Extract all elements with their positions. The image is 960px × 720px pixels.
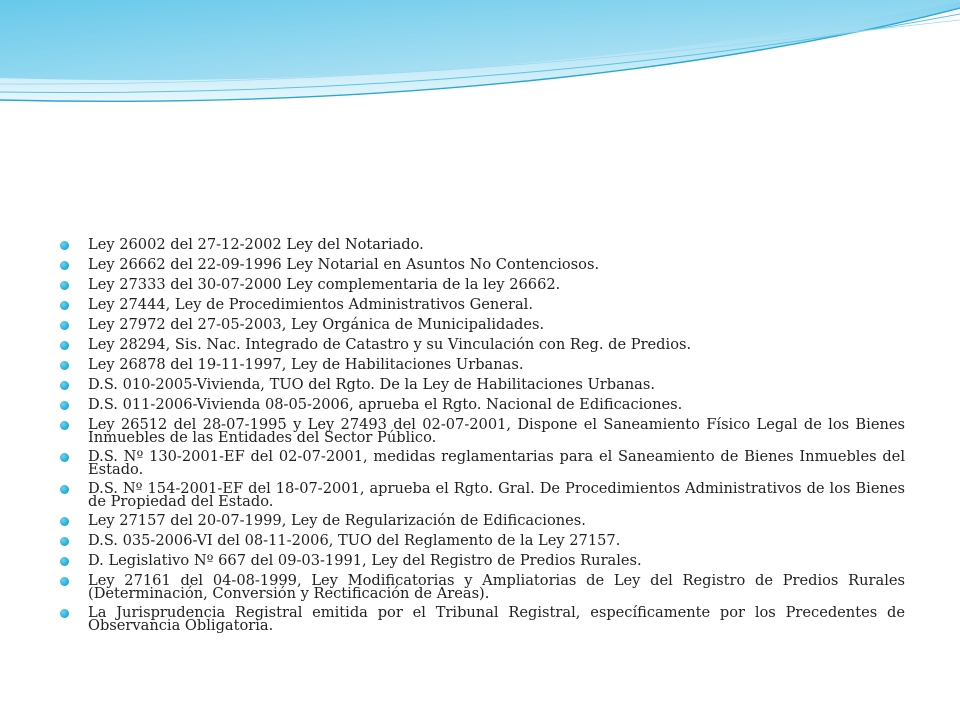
list-item	[60, 278, 905, 292]
list-item	[60, 418, 905, 444]
list-item	[60, 358, 905, 372]
list-item-text: D.S. 035-2006-VI del 08-11-2006, TUO del Reglamento de la Ley 27157.	[88, 532, 621, 549]
list-item-text: D. Legislativo Nº 667 del 09-03-1991, Ley del Registro de Predios Rurales.	[88, 552, 642, 569]
list-item-text: Ley 26002 del 27-12-2002 Ley del Notariado.	[88, 236, 424, 253]
list-item	[60, 606, 905, 632]
list-item	[60, 482, 905, 508]
list-item	[60, 514, 905, 528]
bullet-icon	[60, 537, 69, 546]
list-item-text: La Jurisprudencia Registral emitida por el Tribunal Registral, específicamente por los Precedentes de Observancia Obligatoria.	[88, 604, 905, 634]
list-item	[60, 398, 905, 412]
bullet-icon	[60, 421, 69, 430]
bullet-icon	[60, 381, 69, 390]
bullet-icon	[60, 577, 69, 586]
list-item-text: Ley 27444, Ley de Procedimientos Administrativos General.	[88, 296, 533, 313]
header-wave-decoration	[0, 0, 960, 110]
list-item	[60, 298, 905, 312]
list-item	[60, 554, 905, 568]
list-item-text: Ley 28294, Sis. Nac. Integrado de Catastro y su Vinculación con Reg. de Predios.	[88, 336, 692, 353]
list-item	[60, 534, 905, 548]
content-area	[60, 238, 905, 638]
list-item-text: Ley 26512 del 28-07-1995 y Ley 27493 del 02-07-2001, Dispone el Saneamiento Físico Legal de los Bienes Inmuebles de las Entidades del Sector Público.	[88, 416, 905, 446]
bullet-icon	[60, 401, 69, 410]
bullet-icon	[60, 281, 69, 290]
bullet-icon	[60, 453, 69, 462]
list-item-text: Ley 26662 del 22-09-1996 Ley Notarial en Asuntos No Contenciosos.	[88, 256, 600, 273]
list-item-text: D.S. 011-2006-Vivienda 08-05-2006, aprueba el Rgto. Nacional de Edificaciones.	[88, 396, 683, 413]
bullet-icon	[60, 485, 69, 494]
list-item-text: Ley 27333 del 30-07-2000 Ley complementaria de la ley 26662.	[88, 276, 561, 293]
list-item	[60, 378, 905, 392]
bullet-icon	[60, 301, 69, 310]
list-item	[60, 318, 905, 332]
bullet-icon	[60, 321, 69, 330]
bullet-icon	[60, 361, 69, 370]
bullet-icon	[60, 557, 69, 566]
list-item-text: D.S. 010-2005-Vivienda, TUO del Rgto. De la Ley de Habilitaciones Urbanas.	[88, 376, 655, 393]
list-item-text: Ley 27972 del 27-05-2003, Ley Orgánica de Municipalidades.	[88, 316, 545, 333]
bullet-icon	[60, 241, 69, 250]
bullet-icon	[60, 517, 69, 526]
bullet-icon	[60, 341, 69, 350]
legislation-list	[60, 238, 905, 632]
list-item	[60, 238, 905, 252]
list-item-text: Ley 27157 del 20-07-1999, Ley de Regularización de Edificaciones.	[88, 512, 586, 529]
list-item-text: D.S. Nº 130-2001-EF del 02-07-2001, medidas reglamentarias para el Saneamiento de Bienes Inmuebles del Estado.	[88, 448, 905, 478]
list-item	[60, 338, 905, 352]
bullet-icon	[60, 261, 69, 270]
list-item	[60, 258, 905, 272]
list-item-text: Ley 26878 del 19-11-1997, Ley de Habilitaciones Urbanas.	[88, 356, 524, 373]
bullet-icon	[60, 609, 69, 618]
list-item	[60, 450, 905, 476]
list-item-text: Ley 27161 del 04-08-1999, Ley Modificatorias y Ampliatorias de Ley del Registro de Predios Rurales (Determinación, Conversión y Rectificación de Areas).	[88, 572, 905, 602]
list-item	[60, 574, 905, 600]
list-item-text: D.S. Nº 154-2001-EF del 18-07-2001, aprueba el Rgto. Gral. De Procedimientos Administrativos de los Bienes de Propiedad del Estado.	[88, 480, 905, 510]
